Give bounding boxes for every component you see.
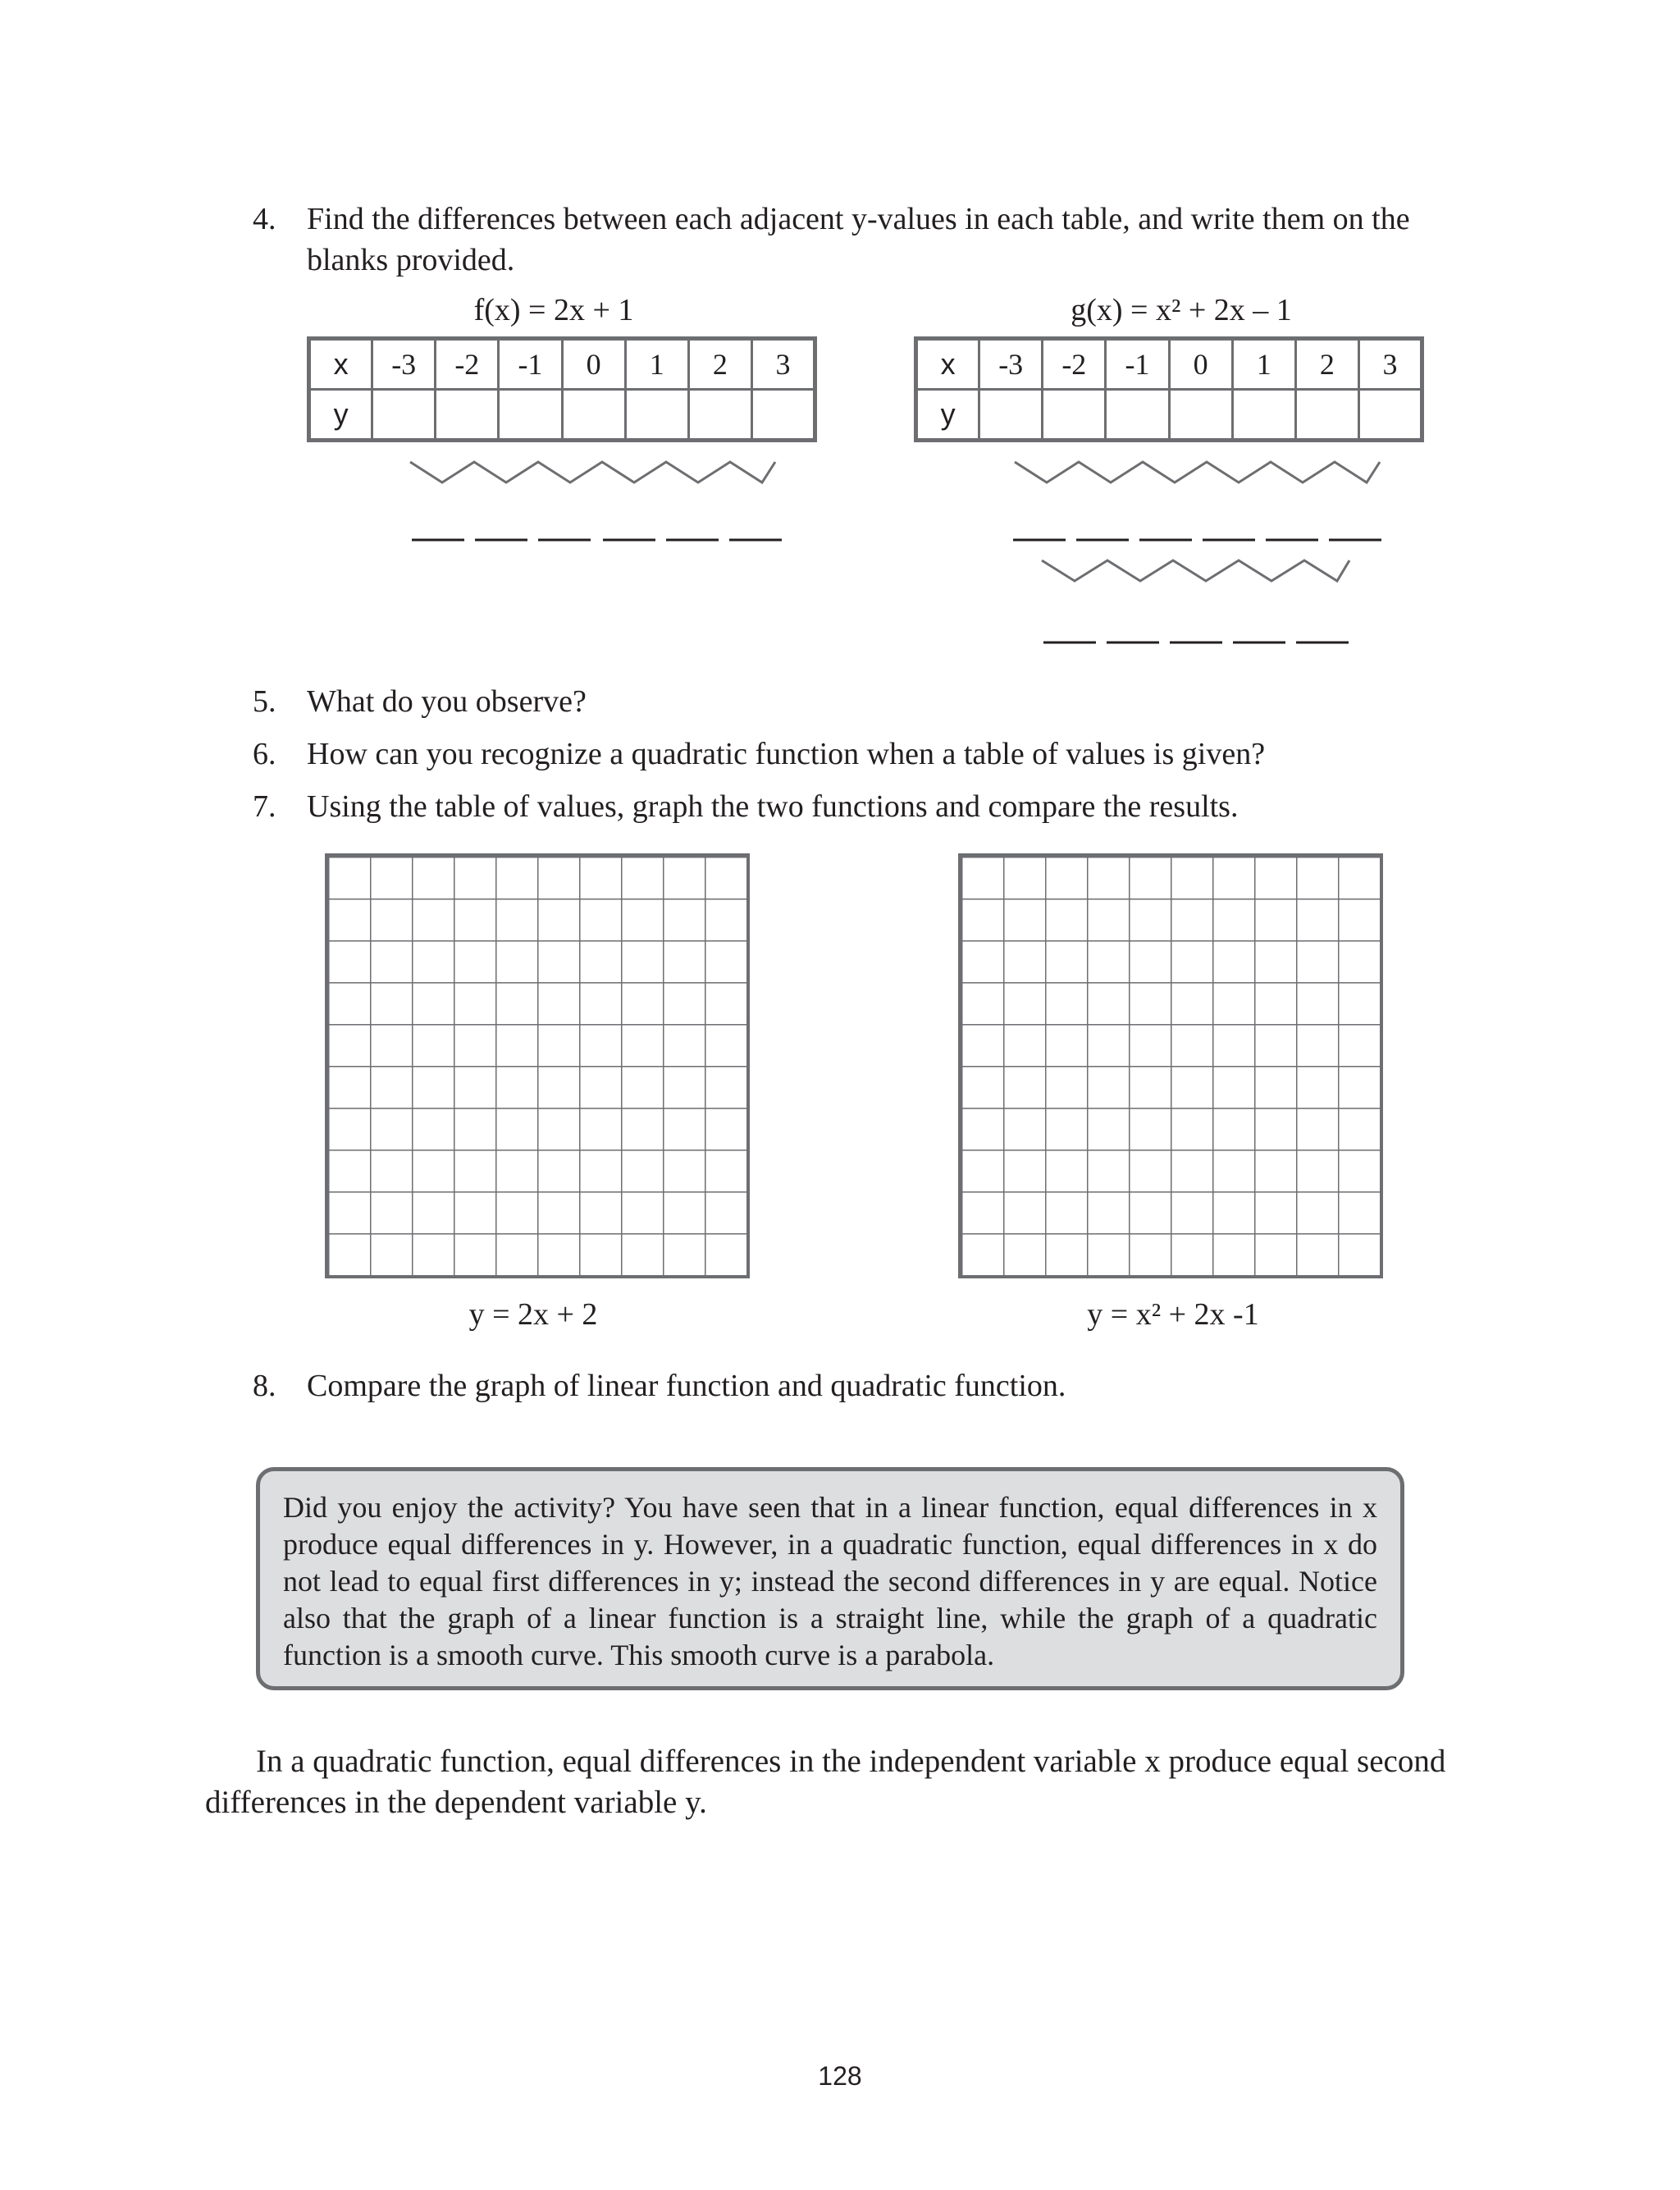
question-6-text: How can you recognize a quadratic function when a table of values is given? [307,737,1266,771]
question-5-text: What do you observe? [307,684,587,719]
left-grid-lines [328,857,746,1275]
difference-zigzags-and-blanks [0,0,1680,673]
x-value: -1 [1106,339,1169,390]
x-value: 3 [1358,339,1422,390]
x-value: 1 [625,339,688,390]
right-table-title: g(x) = x² + 2x – 1 [1071,293,1292,327]
summary-paragraph: In a quadratic function, equal differences in the independent variable x produce equal second differences in the dependent variable y. [205,1744,1446,1820]
x-header: x [916,339,979,390]
x-value: -3 [372,339,436,390]
right-grid-lines [961,857,1380,1275]
x-value: -2 [1043,339,1106,390]
x-value: -2 [436,339,499,390]
y-header: y [309,390,372,441]
question-5-number: 5. [253,684,276,719]
question-4-text: Find the differences between each adjacent y-values in each table, and write them on the blanks provided. [307,202,1410,277]
x-value: -3 [979,339,1043,390]
left-first-difference-zigzag [410,462,775,482]
x-value: 2 [688,339,751,390]
x-value: 0 [1169,339,1232,390]
x-header: x [309,339,372,390]
x-value: 0 [562,339,625,390]
question-7-number: 7. [253,789,276,824]
right-graph-label: y = x² + 2x -1 [1087,1297,1259,1332]
question-8-number: 8. [253,1369,276,1403]
right-first-difference-zigzag [1015,462,1380,482]
x-value: 2 [1295,339,1358,390]
question-6-number: 6. [253,737,276,771]
x-value: 3 [751,339,815,390]
right-second-difference-zigzag [1042,560,1349,581]
left-graph-label: y = 2x + 2 [468,1297,598,1332]
activity-note-box [256,1467,1404,1690]
question-8-text: Compare the graph of linear function and quadratic function. [307,1369,1066,1403]
x-value: -1 [499,339,562,390]
left-table-title: f(x) = 2x + 1 [473,293,634,327]
left-graph-grid[interactable] [325,853,750,1278]
page-number: 128 [818,2061,862,2091]
activity-note-text: Did you enjoy the activity? You have seen that in a linear function, equal differences in x produce equal differences in y. However, in a quadratic function, equal differences in x do not lead to equal first differences in y; instead the second differences in y are equal. Notice also that the graph of a linear function is a straight line, while the graph of a quadratic function is a smooth curve. This smooth curve is a parabola. [283,1491,1377,1671]
x-value: 1 [1232,339,1295,390]
question-7-text: Using the table of values, graph the two functions and compare the results. [307,789,1239,824]
question-4-number: 4. [253,202,276,236]
right-graph-grid[interactable] [958,853,1383,1278]
y-header: y [916,390,979,441]
